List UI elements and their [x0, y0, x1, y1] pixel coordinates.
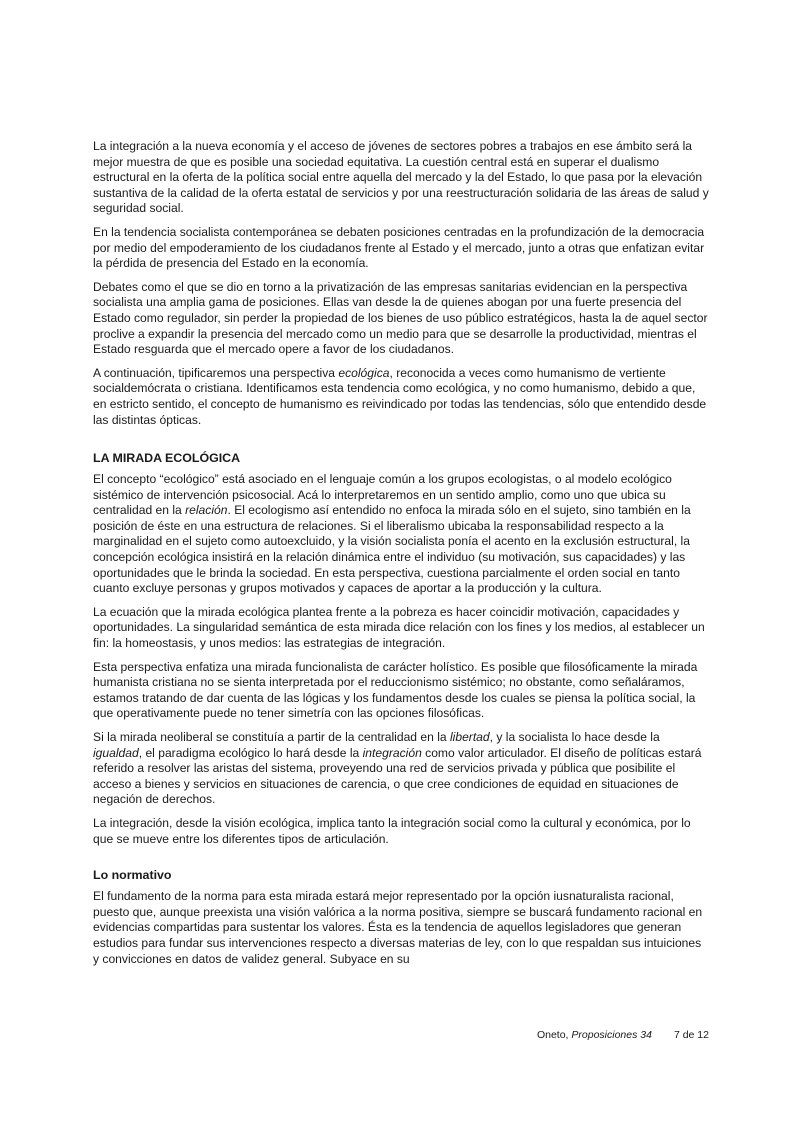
text-run: , el paradigma ecológico lo hará desde la — [138, 745, 363, 760]
page-number: 7 de 12 — [673, 1029, 709, 1041]
emphasis-ecologica: ecológica — [338, 365, 390, 380]
paragraph-concepto-ecologico — [93, 472, 709, 597]
paragraph-ecologica-intro — [93, 366, 709, 428]
text-run: Si la mirada neoliberal se constituía a partir de la centralidad en la — [93, 730, 450, 744]
paragraph-ecuacion: La ecuación que la mirada ecológica plantea frente a la pobreza es hacer coincidir motivación, capacidades y oportunidades. La singularidad semántica de esta mirada dice relación con los fines y los medios, al establecer un fin: la homeostasis, y unos medios: las estrategias de integración. — [93, 604, 705, 651]
text-run: , reconocida a veces como humanismo de vertiente socialdemócrata o cristiana. Identificamos esta tendencia como ecológica, y no como humanismo, debido a que, en estricto sentido, el concepto de humanismo es reivindicado por todas las tendencias, sólo que entendido desde las distintas ópticas. — [93, 365, 707, 427]
emphasis-igualdad: igualdad — [93, 745, 139, 760]
text-run: El concepto “ecológico” está asociado en el lenguaje común a los grupos ecologistas, o al modelo ecológico sistémico de intervención psicosocial. Acá lo interpretaremos en un sentido amplio, como uno que ubica su centralidad en la — [93, 472, 672, 518]
text-run: como valor articulador. El diseño de políticas estará referido a resolver las aristas del sistema, proveyendo una red de servicios privada y pública que posibilite el acceso a bienes y servicios en situaciones de carencia, o que cree condiciones de equidad en situaciones de negación de derechos. — [93, 745, 702, 807]
document-body — [93, 139, 709, 975]
emphasis-libertad: libertad — [449, 730, 490, 744]
emphasis-relacion: relación — [185, 503, 228, 518]
page-footer — [93, 1029, 709, 1041]
text-run: . El ecologismo así entendido no enfoca la mirada sólo en el sujeto, sino también en la posición de éste en una estructura de relaciones. Si el liberalismo ubicaba la responsabilidad respecto a la marginalidad en el sujeto como autoexcluido, y la visión socialista ponía el acento en la exclusión estructural, la concepción ecológica insistirá en la relación dinámica entre el individuo (su motivación, sus capacidades) y las oportunidades que le brinda la sociedad. En esta perspectiva, cuestiona parcialmente el orden social en tanto cuanto excluye personas y grupos motivados y capaces de aportar a la producción y la cultura. — [93, 503, 691, 596]
paragraph-integracion-valor — [93, 730, 709, 808]
emphasis-integracion: integración — [362, 745, 422, 760]
paragraph-intro-1: La integración a la nueva economía y el acceso de jóvenes de sectores pobres a trabajos en ese ámbito será la mejor muestra de que es posible una sociedad equitativa. La cuestión central está en superar el dualismo estructural en la oferta de la política social entre aquella del mercado y la del Estado, lo que pasa por la elevación sustantiva de la calidad de la oferta estatal de servicios y por una reestructuración solidaria de las áreas de salud y seguridad social. — [93, 139, 709, 216]
text-run: A continuación, tipificaremos una perspectiva — [93, 365, 339, 380]
paragraph-integracion-social: La integración, desde la visión ecológica, implica tanto la integración social como la cultural y económica, por lo que se mueve entre los diferentes tipos de articulación. — [93, 815, 691, 846]
subheading-lo-normativo: Lo normativo — [93, 868, 172, 883]
paragraph-fundamento-norma: El fundamento de la norma para esta mirada estará mejor representado por la opción iusnaturalista racional, puesto que, aunque preexista una visión valórica a la norma positiva, siempre se buscará fundamento racional en evidencias compartidas para sustentar los valores. Ésta es la tendencia de aquellos legisladores que generan estudios para fundar sus intervenciones respecto a diversas materias de ley, con lo que respaldan sus intuiciones y convicciones en datos de validez general. Subyace en su — [93, 889, 703, 966]
text-run: , y la socialista lo hace desde la — [489, 730, 660, 744]
section-heading-mirada-ecologica: LA MIRADA ECOLÓGICA — [93, 451, 241, 466]
paragraph-funcionalista: Esta perspectiva enfatiza una mirada funcionalista de carácter holístico. Es posible que filosóficamente la mirada humanista cristiana no se sienta interpretada por el reduccionismo sistémico; no obstante, como señaláramos, estamos tratando de dar cuenta de las lógicas y los fundamentos desde los cuales se piensa la política social, la que operativamente puede no tener simetría con las opciones filosóficas. — [93, 659, 698, 721]
paragraph-intro-2: En la tendencia socialista contemporánea se debaten posiciones centradas en la profundización de la democracia por medio del empoderamiento de los ciudadanos frente al Estado y el mercado, junto a otras que enfatizan evitar la pérdida de presencia del Estado en la economía. — [93, 224, 705, 271]
footer-author: Oneto, — [536, 1029, 572, 1041]
paragraph-intro-3: Debates como el que se dio en torno a la privatización de las empresas sanitarias evidencian en la perspectiva socialista una amplia gama de posiciones. Ellas van desde la de quienes abogan por una fuerte presencia del Estado como regulador, sin perder la propiedad de los bienes de uso público estratégicos, hasta la de aquel sector proclive a expandir la presencia del mercado como un medio para que se desarrolle la productividad, mientras el Estado resguarda que el mercado opere a favor de los ciudadanos. — [93, 279, 708, 357]
footer-journal: Proposiciones 34 — [571, 1029, 652, 1041]
